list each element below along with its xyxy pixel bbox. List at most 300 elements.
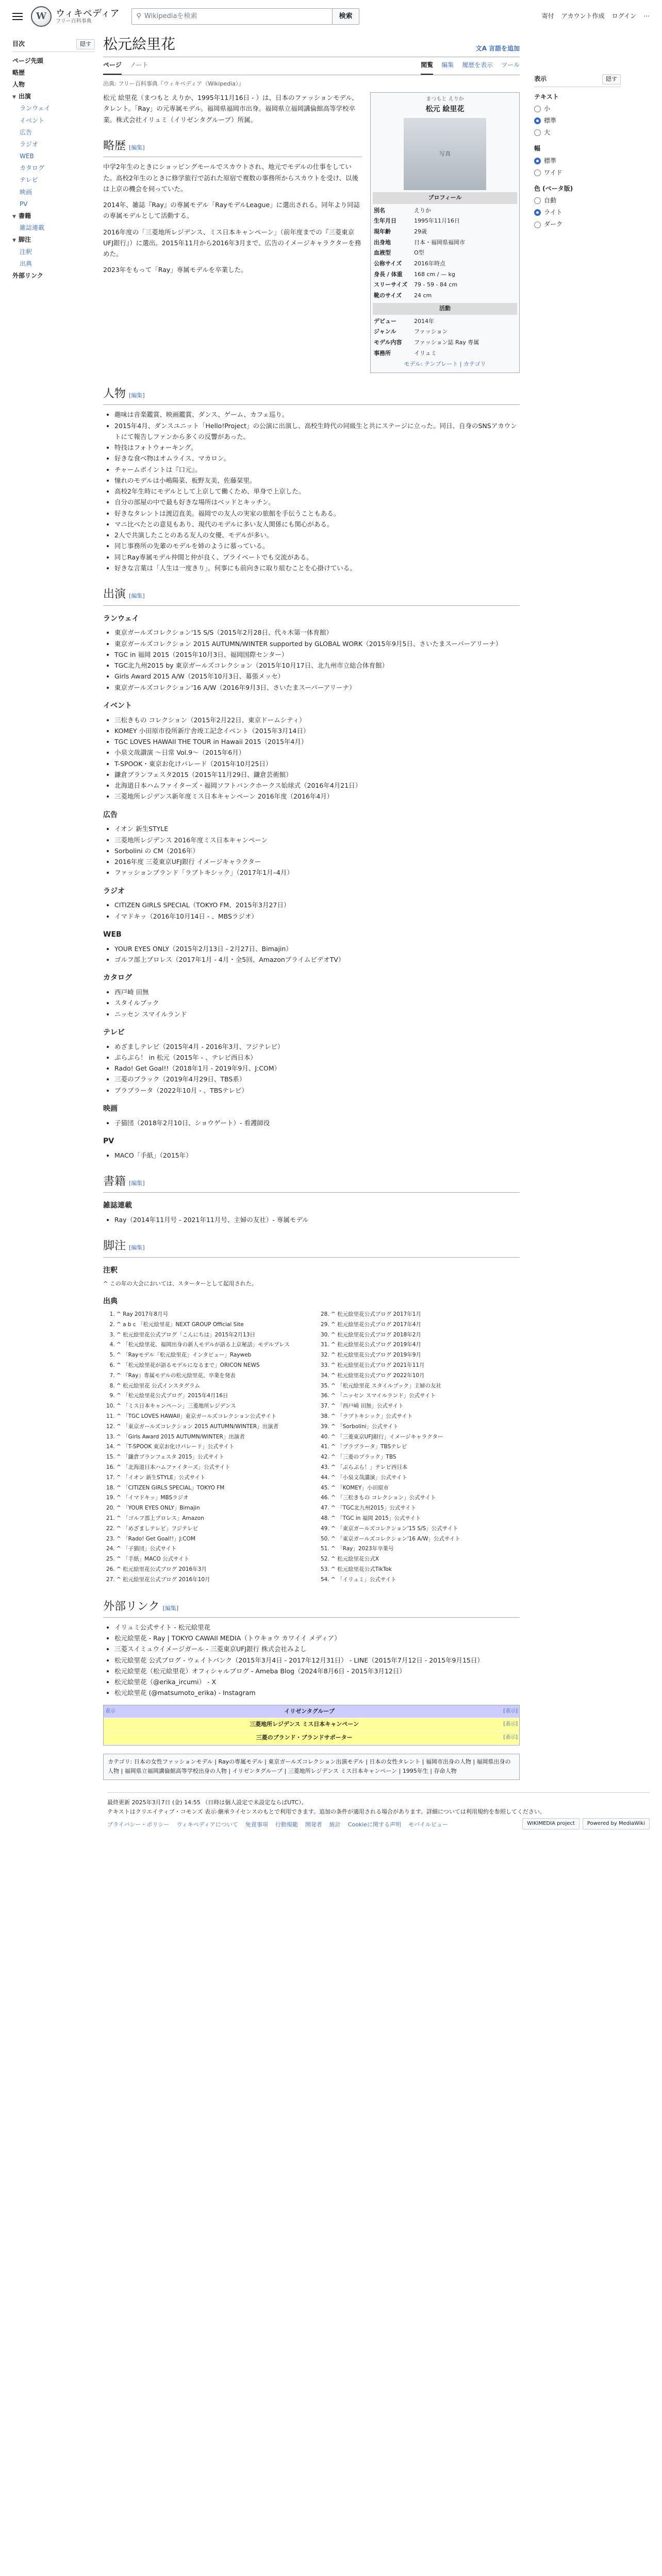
reference-item[interactable]: 14. ^ 「T-SPOOK 東京お化けパレード」公式サイト <box>117 1443 305 1451</box>
subsection-heading: 映画 <box>103 1104 118 1113</box>
infobox-row <box>373 291 517 301</box>
external-link[interactable]: • 三菱スイミュウイメージガール - 三菱東京UFJ銀行 株式会社みよし <box>114 1643 520 1654</box>
toc-sidebar <box>12 33 95 1780</box>
reference-item[interactable]: 44. ^ 「小泉文哉讃演」公式サイト <box>331 1473 520 1482</box>
tab-edit[interactable]: 編集 <box>441 61 454 69</box>
list-item: • 子猫団（2018年2月10日、ショウゲート）- 看護師役 <box>114 1117 520 1128</box>
appearance-list <box>103 1117 520 1128</box>
navbox-show-toggle[interactable]: [表示] <box>503 1708 518 1714</box>
infobox-template-link[interactable]: モデル: テンプレート | カテゴリ <box>404 361 486 368</box>
edit-person-link[interactable]: 編集 <box>131 392 143 399</box>
list-item: • マニ比べたとの意見もあり、現代のモデルに多い友人関係にも関心がある。 <box>114 519 520 530</box>
toc-item[interactable] <box>12 187 95 198</box>
toc-item[interactable] <box>12 210 95 222</box>
reference-item[interactable]: 34. ^ 松元絵里花公式ブログ 2022年10月 <box>331 1371 520 1380</box>
appearances-section <box>103 613 520 1161</box>
infobox-value: イリュミ <box>414 349 437 357</box>
edit-external-link[interactable]: 編集 <box>164 1604 176 1612</box>
toc-item[interactable] <box>12 127 95 139</box>
license-text: テキストはクリエイティブ・コモンズ 表示-継承ライセンスのもとで利用できます。追加の条件が適用される場合があります。詳細については利用規約を参照してください。 <box>107 1808 545 1815</box>
reference-item[interactable]: 15. ^ 「鎌倉ブランフェスタ 2015」公式サイト <box>117 1453 305 1462</box>
reference-item[interactable]: 13. ^ 「Girls Award 2015 AUTUMN/WINTER」出演者 <box>117 1433 305 1442</box>
reference-item[interactable]: 8. ^ 松元絵里花 公式インスタグラム <box>117 1382 305 1391</box>
intro-paragraph: 松元 絵里花（まつもと えりか、1995年11月16日 - ）は、日本のファッションモデル、タレント。「Ray」の元専属モデル。福岡県福岡市出身。福岡県立福岡講倫館高等学校卒業。株式会社イリュミ（イリゼンタグループ）所属。 <box>103 94 358 124</box>
appearance-list <box>103 627 520 693</box>
toc-item-label: ランウェイ <box>20 105 51 112</box>
reference-item[interactable]: 49. ^ 「東京ガールズコレクション'15 S/S」公式サイト <box>331 1524 520 1533</box>
chevron-down-icon[interactable]: ▼ <box>12 214 16 220</box>
list-item: • CITIZEN GIRLS SPECIAL（TOKYO FM、2015年3月27日） <box>114 900 520 910</box>
list-item: • 特技はフォトウォーキング。 <box>114 442 520 453</box>
career-paragraph: 2023年をもって「Ray」専属モデルを卒業した。 <box>103 266 247 274</box>
tab-tools[interactable]: ツール <box>501 61 520 69</box>
radio-button[interactable] <box>534 197 541 204</box>
site-logo[interactable] <box>31 6 119 27</box>
list-item: • チャームポイントは『口元』。 <box>114 464 520 475</box>
list-item: • 三松きもの コレクション（2015年2月22日、東京ドームシティ） <box>114 715 520 725</box>
list-item: • TGC LOVES HAWAII THE TOUR in Hawaii 2015（2015年4月） <box>114 736 520 747</box>
infobox-row <box>373 227 517 238</box>
list-item: • イオン 新生STYLE <box>114 823 520 834</box>
infobox-value: ファッション誌 Ray 専属 <box>414 338 479 346</box>
navbox-show-toggle[interactable]: [表示] <box>503 1721 518 1727</box>
infobox-row <box>373 348 517 359</box>
external-link[interactable]: • 松元絵里花（松元絵里花）オフィシャルブログ - Ameba Blog（2024年8月6日 - 2015年3月12日） <box>114 1666 520 1676</box>
infobox-key: 靴のサイズ <box>374 292 402 299</box>
infobox-row <box>373 206 517 216</box>
reference-item[interactable]: 51. ^ 「Ray」2023年卒業号 <box>331 1545 520 1553</box>
reference-item[interactable]: 4. ^ 「松元絵里花、福岡出身の新人モデルが語る上京秘話」モデルプレス <box>117 1341 305 1349</box>
main-menu-button[interactable] <box>12 13 23 20</box>
footer-link[interactable]: プライバシー・ポリシー <box>107 1821 170 1828</box>
list-item: • TGC in 福岡 2015（2015年10月3日、福岡国際センター） <box>114 649 520 660</box>
list-item: • ブラブラータ（2022年10月 - 、TBSテレビ） <box>114 1085 520 1096</box>
infobox-profile-head: プロフィール <box>373 192 517 204</box>
list-item: • Rado! Get Goal!!（2018年1月 - 2019年9月、J:COM） <box>114 1063 520 1074</box>
toc-item-label: 出演 <box>19 93 31 100</box>
toc-heading: 目次 <box>12 40 25 48</box>
edit-career-link[interactable]: 編集 <box>131 144 143 151</box>
reference-item[interactable]: 20. ^ 「YOUR EYES ONLY」Bimajin <box>117 1504 305 1513</box>
reference-item[interactable]: 5. ^ 「Rayモデル「松元絵里花」インタビュー」Rayweb <box>117 1351 305 1360</box>
list-item: • 東京ガールズコレクション'16 A/W（2016年9月3日、さいたまスーパーアリーナ） <box>114 682 520 693</box>
reference-item[interactable]: 6. ^ 「松元絵里花が語るモデルになるまで」ORICON NEWS <box>117 1361 305 1370</box>
infobox-key: ジャンル <box>374 328 396 335</box>
infobox-key: 現年齢 <box>374 228 391 235</box>
infobox-row <box>373 248 517 259</box>
radio-button[interactable] <box>534 129 541 136</box>
add-languages-button[interactable] <box>476 44 520 54</box>
logo-name: ウィキペディア <box>56 8 120 19</box>
toc-item-label: 人物 <box>12 80 25 88</box>
reference-item[interactable]: 45. ^ 「KOMEY」小田原市 <box>331 1484 520 1493</box>
appearance-heading: 表示 <box>534 75 547 83</box>
external-link[interactable]: • 松元絵里花 (@matsumoto_erika) - Instagram <box>114 1687 520 1698</box>
from-wikipedia: 出典: フリー百科事典『ウィキペディア（Wikipedia）』 <box>103 80 244 87</box>
subsection-heading: PV <box>103 1137 114 1145</box>
list-item: • 同じ事務所の先輩のモデルを姉のように慕っている。 <box>114 540 520 551</box>
toc-item-label: 脚注 <box>19 236 31 244</box>
infobox-name: 松元 絵里花 <box>425 105 465 114</box>
radio-button[interactable] <box>534 209 541 216</box>
reference-item[interactable]: 11. ^ 「TGC LOVES HAWAII」東京ガールズコレクション公式サイト <box>117 1412 305 1421</box>
person-list <box>103 409 520 573</box>
reference-item[interactable]: 41. ^ 「ブラブラータ」TBSテレビ <box>331 1443 520 1451</box>
reference-item[interactable]: 48. ^ 「TGC in 福岡 2015」公式サイト <box>331 1514 520 1523</box>
text-size-option[interactable] <box>534 115 621 127</box>
toc-item[interactable] <box>12 246 95 258</box>
navbox-title: 三菱地所レジデンス ミス日本キャンペーン <box>250 1721 359 1728</box>
infobox <box>370 92 520 373</box>
infobox-key: 出身地 <box>374 239 391 246</box>
category-links[interactable]: カテゴリ: 日本の女性ファッションモデル | Rayの専属モデル | 東京ガールズコレクション出演モデル | 日本の女性タレント | 福岡市出身の人物 | 福岡県出身の人物 | 福岡県立福岡講倫館高等学校出身の人物 | イリゼンタグループ | 三菱地所レジデンス ミス日本キャンペーン | 1995年生 | 存命人物 <box>103 1754 520 1780</box>
toc-item-label: 注釈 <box>20 248 32 256</box>
external-link[interactable]: • 松元絵里花（@erika_ircumi） - X <box>114 1676 520 1687</box>
list-item: • TGC北九州2015 by 東京ガールズコレクション（2015年10月17日、北九州市立総合体育館） <box>114 660 520 671</box>
width-option[interactable] <box>534 155 621 167</box>
career-paragraph: 2014年、雑誌『Ray』の専属モデル「RayモデルLeague」に選出される。同年より同誌の専属モデルとして活動する。 <box>103 201 360 220</box>
radio-button[interactable] <box>534 222 541 228</box>
infobox-value: 79 - 59 - 84 cm <box>414 281 458 289</box>
infobox-value: 2014年 <box>414 317 434 325</box>
list-item: • イマドキッ（2016年10月14日 - 、MBSラジオ） <box>114 911 520 922</box>
list-item: • Ray（2014年11月号 - 2021年11月号、主婦の友社）- 専属モデル <box>114 1214 520 1225</box>
references-list <box>103 1310 520 1586</box>
navbox-title: イリゼンタグループ <box>284 1707 335 1715</box>
infobox-value: 2016年時点 <box>414 260 445 267</box>
tab-history[interactable]: 履歴を表示 <box>462 61 493 69</box>
infobox-value: 29歳 <box>414 228 427 235</box>
footer-link[interactable]: Cookieに関する声明 <box>347 1821 402 1828</box>
reference-item[interactable]: 22. ^ 「めざましテレビ」フジテレビ <box>117 1524 305 1533</box>
chevron-down-icon[interactable]: ▼ <box>12 95 16 100</box>
chevron-down-icon[interactable]: ▼ <box>12 238 16 244</box>
infobox-key: 事務所 <box>374 349 391 357</box>
reference-item[interactable]: 26. ^ 松元絵里花公式ブログ 2016年3月 <box>117 1565 305 1574</box>
toc-item-label: 広告 <box>20 128 32 136</box>
appearance-header <box>534 74 621 87</box>
add-languages-label: 言語を追加 <box>488 45 520 53</box>
list-item: • 三菱地所レジデンス新年度ミス日本キャンペーン 2016年度（2016年4月） <box>114 791 520 802</box>
text-size-option[interactable] <box>534 103 621 115</box>
infobox-key: モデル内容 <box>374 338 402 346</box>
toc-item-label: WEB <box>20 152 34 160</box>
toc-item[interactable] <box>12 139 95 150</box>
list-item: • 好きな食べ物はオムライス、マカロン。 <box>114 453 520 464</box>
list-item: • ニッセン スマイルランド <box>114 1009 520 1020</box>
reference-item[interactable]: 29. ^ 松元絵里花公式ブログ 2017年4月 <box>331 1320 520 1329</box>
toc-item-label: 書籍 <box>19 212 31 220</box>
infobox-reading: まつもと えりか <box>426 96 464 103</box>
toc-item[interactable] <box>12 150 95 162</box>
toc-item[interactable] <box>12 162 95 174</box>
footer-link[interactable]: モバイルビュー <box>408 1821 449 1828</box>
external-link[interactable]: • イリュミ公式サイト - 松元絵里花 <box>114 1622 520 1633</box>
toc-hide-button[interactable]: 隠す <box>76 39 95 49</box>
color-option[interactable] <box>534 218 621 230</box>
reference-item[interactable]: 52. ^ 松元絵里花公式X <box>331 1555 520 1564</box>
logo-tagline: フリー百科事典 <box>56 19 92 25</box>
radio-button[interactable] <box>534 170 541 176</box>
article-main <box>95 33 528 1780</box>
toc-item-label: PV <box>20 200 28 208</box>
list-item: • 三菱地所レジデンス 2016年度ミス日本キャンペーン <box>114 835 520 845</box>
reference-item[interactable]: 2. ^ a b c 「松元絵里花」NEXT GROUP Official Site <box>117 1320 305 1329</box>
reference-item[interactable]: 27. ^ 松元絵里花公式ブログ 2016年10月 <box>117 1575 305 1584</box>
tab-read[interactable]: 閲覧 <box>421 57 433 74</box>
infobox-value: O型 <box>414 249 424 257</box>
list-item: • 東京ガールズコレクション 2015 AUTUMN/WINTER supported by GLOBAL WORK（2015年9月5日、さいたまスーパーアリーナ） <box>114 638 520 649</box>
reference-item[interactable]: 36. ^ 「ニッセン スマイルランド」公式サイト <box>331 1392 520 1400</box>
page-title: 松元絵里花 <box>103 36 176 53</box>
toc-item-label: カタログ <box>20 164 45 172</box>
appearance-hide-button[interactable]: 隠す <box>602 74 621 84</box>
text-size-option[interactable] <box>534 127 621 139</box>
reference-item[interactable]: 16. ^ 「北海道日本ハムファイターズ」公式サイト <box>117 1463 305 1472</box>
list-item: • 小泉文哉讃演 ～日常 Vol.9～（2015年6月） <box>114 747 520 758</box>
last-edit-text: 最終更新 2025年3月7日 (金) 14:55 （日時は個人設定で未設定ならばUTC）。 <box>107 1799 307 1806</box>
more-options-icon[interactable]: ⋯ <box>643 12 650 20</box>
list-item: • 西戸崎 田無 <box>114 987 520 997</box>
infobox-key: 生年月日 <box>374 217 396 225</box>
infobox-value: えりか <box>414 207 431 214</box>
infobox-row <box>373 337 517 348</box>
reference-item[interactable]: 53. ^ 松元絵里花公式TikTok <box>331 1565 520 1574</box>
list-item: • 好きなタレントは渡辺直美。福岡での友人の実家の旅館を手伝うこともある。 <box>114 508 520 519</box>
reference-item[interactable]: 28. ^ 松元絵里花公式ブログ 2017年1月 <box>331 1310 520 1319</box>
reference-item[interactable]: 19. ^ 「イマドキッ」MBSラジオ <box>117 1494 305 1502</box>
search-form <box>131 8 359 25</box>
list-item: • Girls Award 2015 A/W（2015年10月3日、幕張メッセ） <box>114 671 520 682</box>
list-item: • 自分の部屋の中で最も好きな場所はベッドとキッチン。 <box>114 497 520 507</box>
toc-item[interactable] <box>12 103 95 114</box>
list-item: • 鎌倉ブランフェスタ2015（2015年11月29日、鎌倉芸術館） <box>114 769 520 780</box>
subsection-heading: ランウェイ <box>103 614 139 623</box>
external-links-list <box>103 1622 520 1699</box>
list-item: • ファッションブランド「ラブトキシック」（2017年1月–4月） <box>114 867 520 878</box>
list-item: • めざましテレビ（2015年4月 - 2016年3月、フジテレビ） <box>114 1041 520 1052</box>
footer-link[interactable]: ウィキペディアについて <box>176 1821 238 1828</box>
reference-item[interactable]: 35. ^ 「松元絵里花 スタイルブック」主婦の友社 <box>331 1382 520 1391</box>
infobox-key: スリーサイズ <box>374 281 408 289</box>
section-heading-books: 書籍 [編集] <box>103 1172 520 1193</box>
reference-item[interactable]: 47. ^ 「TGC北九州2015」公式サイト <box>331 1504 520 1513</box>
infobox-key: 身長 / 体重 <box>374 270 403 278</box>
page-tabs <box>103 57 520 75</box>
radio-button[interactable] <box>534 117 541 124</box>
footer-badge[interactable]: WIKIMEDIA project <box>522 1818 580 1829</box>
reference-item[interactable]: 33. ^ 松元絵里花公式ブログ 2021年11月 <box>331 1361 520 1370</box>
reference-item[interactable]: 18. ^ 「CITIZEN GIRLS SPECIAL」TOKYO FM <box>117 1484 305 1493</box>
infobox-value: 日本・福岡県福岡市 <box>414 239 465 246</box>
appearance-list <box>103 943 520 965</box>
reference-item[interactable]: 54. ^ 「イリュミ」公式サイト <box>331 1575 520 1584</box>
infobox-row <box>373 259 517 269</box>
section-heading-external: 外部リンク [編集] <box>103 1597 520 1618</box>
infobox-value: 24 cm <box>414 292 432 299</box>
infobox-value: ファッション <box>414 328 448 335</box>
tab-talk[interactable]: ノート <box>129 61 148 69</box>
reference-item[interactable]: 25. ^ 「手紙」MACO 公式サイト <box>117 1555 305 1564</box>
toc-item-label: 外部リンク <box>12 272 43 279</box>
toc-item-label: 雑誌連載 <box>20 224 45 232</box>
radio-label: 自動 <box>544 197 557 205</box>
toc-item[interactable] <box>12 270 95 282</box>
external-link[interactable]: • 松元絵里花 公式ブログ - ウェイトバンク（2015年3月4日 - 2017年12月31日） - LINE（2015年7月12日 - 2015年9月15日） <box>114 1655 520 1666</box>
user-links <box>542 11 650 21</box>
section-heading-career: 略歴 [編集] <box>103 137 362 157</box>
search-icon: ⚲ <box>136 12 142 20</box>
toc-item-label: 映画 <box>20 188 32 196</box>
list-item: • 2016年度 三菱東京UFJ銀行 イメージキャラクター <box>114 856 520 867</box>
reference-item[interactable]: 38. ^ 「ラブトキシック」公式サイト <box>331 1412 520 1421</box>
subsection-heading-sources: 出典 <box>103 1297 118 1306</box>
list-item: • 2015年4月、ダンスユニット「Hello!Project」の公演に出演し、高校生時代の同級生と共にステージに立った。同日、自身のSNSアカウントにて報告しファンから多くの反響があった。 <box>114 420 520 443</box>
toc-item[interactable] <box>12 198 95 210</box>
toc-item[interactable] <box>12 55 95 67</box>
infobox-key: 公称サイズ <box>374 260 402 267</box>
radio-label: 小 <box>544 105 551 112</box>
reference-item[interactable]: 42. ^ 「三菱のブラック」TBS <box>331 1453 520 1462</box>
reference-item[interactable]: 10. ^ 「ミス日本キャンペーン」三菱地所レジデンス <box>117 1402 305 1411</box>
infobox-row <box>373 280 517 291</box>
toc-item[interactable] <box>12 174 95 186</box>
create-account-link[interactable]: アカウント作成 <box>561 12 605 20</box>
radio-label: ダーク <box>544 221 563 228</box>
list-item: • 三菱のブラック（2019年4月29日、TBS系） <box>114 1074 520 1084</box>
reference-item[interactable]: 37. ^ 「西戸崎 田無」公式サイト <box>331 1402 520 1411</box>
toc-item-label: 略歴 <box>12 69 25 76</box>
footer-link[interactable]: 免責事項 <box>245 1821 268 1828</box>
width-label: 幅 <box>534 145 541 152</box>
section-heading-appearances: 出演 [編集] <box>103 585 520 605</box>
reference-item[interactable]: 40. ^ 「三菱東京UFJ銀行」イメージキャラクター <box>331 1433 520 1442</box>
subsection-heading: カタログ <box>103 974 132 982</box>
edit-books-link[interactable]: 編集 <box>131 1179 143 1187</box>
title-row <box>103 35 520 57</box>
subsection-heading: イベント <box>103 701 132 710</box>
toc-item[interactable] <box>12 79 95 91</box>
reference-item[interactable]: 24. ^ 「子猫団」公式サイト <box>117 1545 305 1553</box>
edit-appearances-link[interactable]: 編集 <box>131 592 143 600</box>
translate-icon: 文A <box>475 45 487 53</box>
reference-item[interactable]: 46. ^ 「三松きもの コレクション」公式サイト <box>331 1494 520 1502</box>
toc-item[interactable] <box>12 67 95 79</box>
width-option[interactable] <box>534 167 621 179</box>
color-option[interactable] <box>534 207 621 218</box>
radio-label: 大 <box>544 129 551 137</box>
navbox-show-toggle[interactable]: [表示] <box>503 1735 518 1741</box>
subsection-heading: 広告 <box>103 810 118 819</box>
list-item: • ぷらぷら！ in 松元（2015年 - 、テレビ西日本） <box>114 1052 520 1063</box>
search-input[interactable] <box>131 8 333 25</box>
list-item: • 憧れのモデルは小嶋陽菜、板野友美、佐藤栞里。 <box>114 475 520 486</box>
reference-item[interactable]: 1. ^ Ray 2017年8月号 <box>117 1310 305 1319</box>
toc-item-label: テレビ <box>20 176 38 184</box>
footer-link[interactable]: 行動規範 <box>275 1821 298 1828</box>
reference-item[interactable]: 3. ^ 松元絵里花公式ブログ「こんにちは」2015年2月13日 <box>117 1331 305 1340</box>
list-item: • KOMEY 小田原市役所新庁舎竣工記念イベント（2015年3月14日） <box>114 725 520 736</box>
reference-item[interactable]: 9. ^ 「松元絵里花公式ブログ」2015年4月16日 <box>117 1392 305 1400</box>
toc-item-label: 出典 <box>20 260 32 267</box>
reference-item[interactable]: 7. ^ 『Ray』専属モデルの松元絵里花、卒業を発表 <box>117 1371 305 1380</box>
navbox-row[interactable] <box>104 1718 519 1732</box>
toc-item[interactable] <box>12 91 95 103</box>
infobox-row <box>373 238 517 248</box>
navbox-row[interactable] <box>104 1732 519 1745</box>
reference-item[interactable]: 23. ^ 「Rado! Get Goal!!」J:COM <box>117 1535 305 1544</box>
toc-item-label: ラジオ <box>20 140 39 148</box>
reference-item[interactable]: 30. ^ 松元絵里花公式ブログ 2018年2月 <box>331 1331 520 1340</box>
reference-item[interactable]: 43. ^ 「ぷらぷら！」テレビ西日本 <box>331 1463 520 1472</box>
reference-item[interactable]: 21. ^ 「ゴルフ部上プロレス」Amazon <box>117 1514 305 1523</box>
toc-item[interactable] <box>12 258 95 270</box>
navbox-row[interactable] <box>104 1705 519 1719</box>
list-item: • 東京ガールズコレクション'15 S/S（2015年2月28日、代々木第一体育館） <box>114 627 520 638</box>
top-bar <box>0 0 662 33</box>
infobox-key: 別名 <box>374 207 385 214</box>
toc-item[interactable] <box>12 115 95 127</box>
infobox-key: デビュー <box>374 317 396 325</box>
reference-item[interactable]: 17. ^ 「イオン 新生STYLE」公式サイト <box>117 1473 305 1482</box>
reference-item[interactable]: 50. ^ 「東京ガールズコレクション'16 A/W」公式サイト <box>331 1535 520 1544</box>
section-heading-notes: 脚注 [編集] <box>103 1236 520 1257</box>
wikipedia-globe-icon: W <box>31 6 52 27</box>
external-link[interactable]: • 松元絵里花 - Ray | TOKYO CAWAII MEDIA（トウキョウ カワイイ メディア） <box>114 1633 520 1643</box>
reference-item[interactable]: 32. ^ 松元絵里花公式ブログ 2019年9月 <box>331 1351 520 1360</box>
footer-badge[interactable]: Powered by MediaWiki <box>583 1818 650 1829</box>
color-option[interactable] <box>534 195 621 207</box>
subsection-heading: WEB <box>103 930 122 939</box>
section-heading-person: 人物 [編集] <box>103 384 520 405</box>
tab-page[interactable]: ページ <box>103 57 122 74</box>
donate-link[interactable]: 寄付 <box>541 12 554 20</box>
photo-placeholder-icon: 写真 <box>439 150 451 157</box>
toc-item[interactable] <box>12 234 95 246</box>
text-size-label: テキスト <box>534 93 559 100</box>
list-item: • ゴルフ部上プロレス（2017年1月 - 4月・全5回、AmazonプライムビデオTV） <box>114 954 520 965</box>
list-item: • T-SPOOK・東京お化けパレード（2015年10月25日） <box>114 758 520 769</box>
infobox-photo <box>404 118 486 190</box>
reference-item[interactable]: 39. ^ 「Sorbolini」公式サイト <box>331 1422 520 1431</box>
search-button[interactable]: 検索 <box>333 8 359 25</box>
infobox-value: 168 cm / — kg <box>414 270 455 278</box>
list-item: • 趣味は音楽鑑賞、映画鑑賞、ダンス、ゲーム、カフェ巡り。 <box>114 409 520 420</box>
navbox-title: 三菱のブランド・ブランドサポーター <box>256 1734 353 1741</box>
navbox <box>103 1705 520 1745</box>
reference-item[interactable]: 12. ^ 「東京ガールズコレクション 2015 AUTUMN/WINTER」出演者 <box>117 1422 305 1431</box>
infobox-activity-head: 活動 <box>373 303 517 315</box>
list-item: • 高校2年生時にモデルとして上京して働くため、単身で上京した。 <box>114 486 520 497</box>
list-item: • 好きな言葉は「人生は一度きり」。何事にも前向きに取り組むことを心掛けている。 <box>114 563 520 573</box>
appearance-list <box>103 900 520 922</box>
list-item: • 2人で共演したことのある友人の女優、モデルが多い。 <box>114 530 520 540</box>
article-content <box>103 92 520 1780</box>
infobox-row <box>373 327 517 337</box>
navbox-control[interactable]: 表示 <box>105 1708 115 1714</box>
footer-link[interactable]: 開発者 <box>305 1821 322 1828</box>
radio-button[interactable] <box>534 106 541 112</box>
appearance-list <box>103 1041 520 1096</box>
radio-button[interactable] <box>534 158 541 164</box>
login-link[interactable]: ログイン <box>611 12 636 20</box>
toc-item[interactable] <box>12 222 95 234</box>
reference-item[interactable]: 31. ^ 松元絵里花公式ブログ 2019年4月 <box>331 1341 520 1349</box>
footer-link[interactable]: 統計 <box>329 1821 341 1828</box>
list-item: • スタイルブック <box>114 997 520 1008</box>
edit-notes-link[interactable]: 編集 <box>131 1244 143 1251</box>
toc-item-label: ページ先頭 <box>12 57 43 64</box>
